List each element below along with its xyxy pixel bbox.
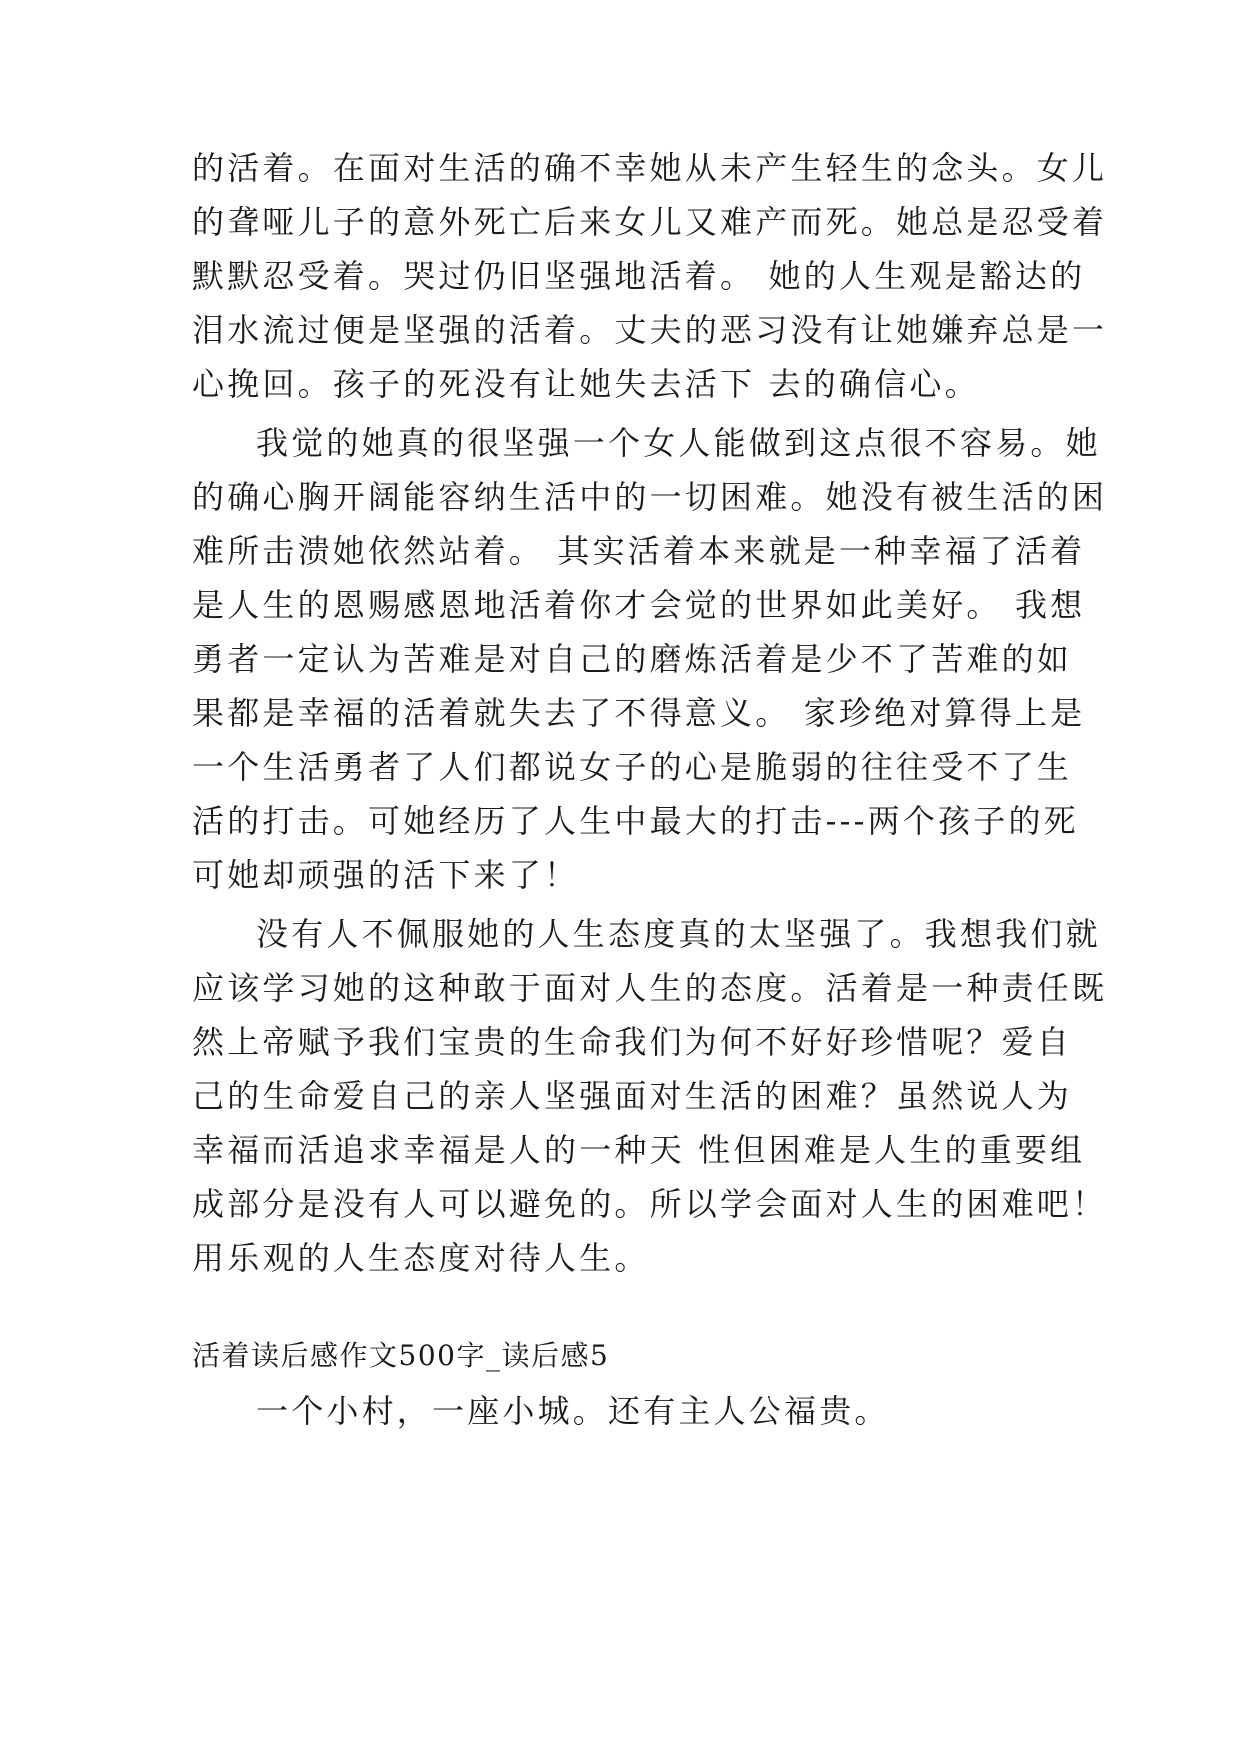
text-line: 成部分是没有人可以避免的。所以学会面对人生的困难吧！ xyxy=(192,1185,1108,1223)
text-line: 默默忍受着。哭过仍旧坚强地活着。 她的人生观是豁达的 xyxy=(192,257,1086,295)
text-line: 泪水流过便是坚强的活着。丈夫的恶习没有让她嫌弃总是一 xyxy=(192,311,1108,349)
text-line: 我觉的她真的很坚强一个女人能做到这点很不容易。她 xyxy=(256,424,1101,462)
text-line: 一个小村，一座小城。还有主人公福贵。 xyxy=(256,1392,890,1430)
text-line: 的活着。在面对生活的确不幸她从未产生轻生的念头。女儿 xyxy=(192,149,1108,187)
text-line: 的聋哑儿子的意外死亡后来女儿又难产而死。她总是忍受着 xyxy=(192,203,1108,241)
section-heading: 活着读后感作文500字_读后感5 xyxy=(192,1339,610,1372)
text-line: 活的打击。可她经历了人生中最大的打击---两个孩子的死 xyxy=(192,802,1079,840)
text-line: 勇者一定认为苦难是对自己的磨炼活着是少不了苦难的如 xyxy=(192,640,1073,678)
text-line: 应该学习她的这种敢于面对人生的态度。活着是一种责任既 xyxy=(192,969,1108,1007)
text-line: 心挽回。孩子的死没有让她失去活下 去的确信心。 xyxy=(192,365,980,403)
text-line: 然上帝赋予我们宝贵的生命我们为何不好好珍惜呢？爱自 xyxy=(192,1023,1073,1061)
text-line: 一个生活勇者了人们都说女子的心是脆弱的往往受不了生 xyxy=(192,748,1073,786)
text-line: 难所击溃她依然站着。 其实活着本来就是一种幸福了活着 xyxy=(192,532,1086,570)
text-line: 没有人不佩服她的人生态度真的太坚强了。我想我们就 xyxy=(256,915,1101,953)
text-line: 己的生命爱自己的亲人坚强面对生活的困难？虽然说人为 xyxy=(192,1077,1073,1115)
text-line: 的确心胸开阔能容纳生活中的一切困难。她没有被生活的困 xyxy=(192,478,1108,516)
text-line: 是人生的恩赐感恩地活着你才会觉的世界如此美好。 我想 xyxy=(192,586,1086,624)
text-line: 用乐观的人生态度对待人生。 xyxy=(192,1239,650,1277)
text-line: 幸福而活追求幸福是人的一种天 性但困难是人生的重要组 xyxy=(192,1131,1086,1169)
text-line: 可她却顽强的活下来了！ xyxy=(192,856,580,894)
text-line: 果都是幸福的活着就失去了不得意义。 家珍绝对算得上是 xyxy=(192,694,1086,732)
